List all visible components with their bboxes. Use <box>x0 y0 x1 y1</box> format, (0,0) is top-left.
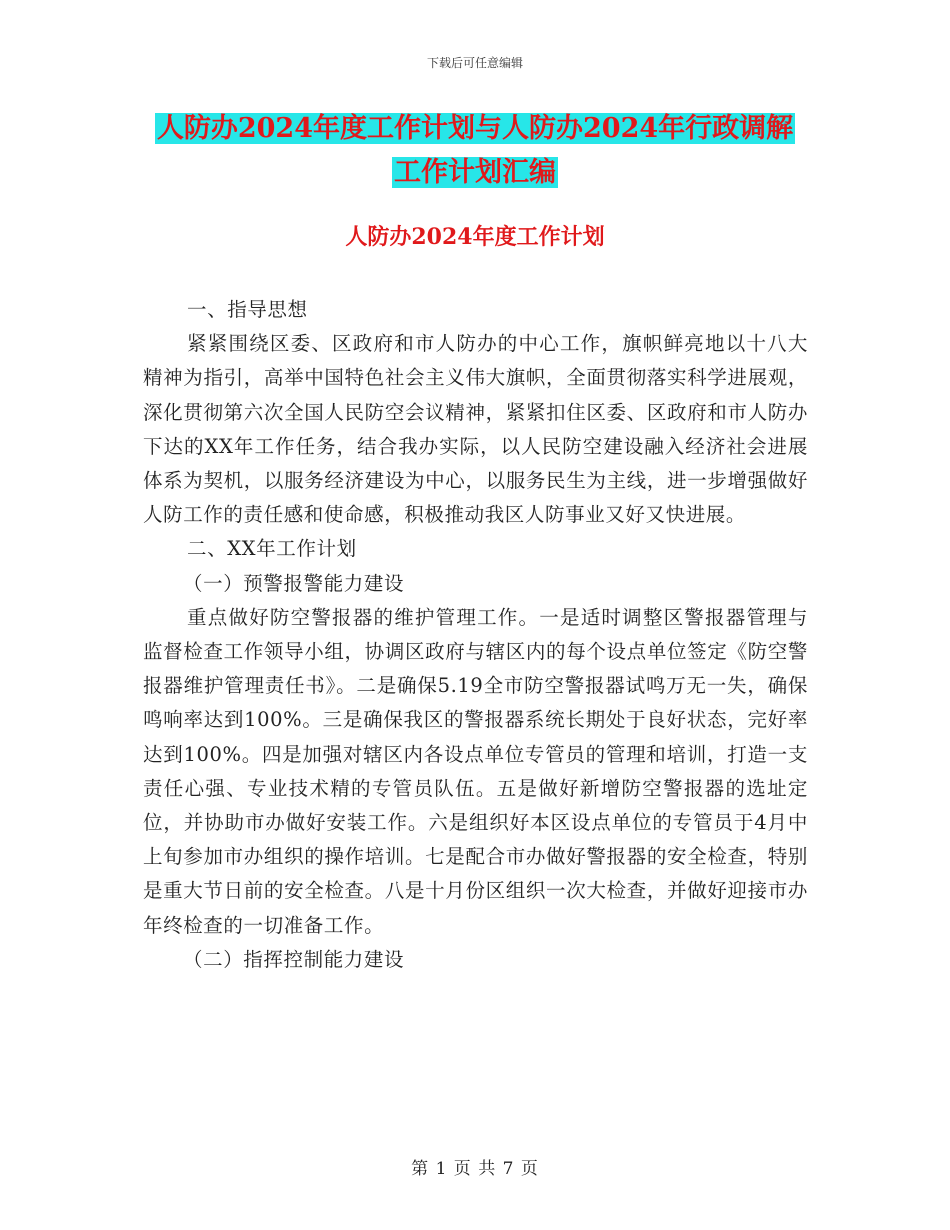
heading-early-warning: （一）预警报警能力建设 <box>183 571 405 595</box>
heading-command-control: （二）指挥控制能力建设 <box>183 947 405 971</box>
document-title-line1: 人防办2024年度工作计划与人防办2024年行政调解 <box>156 113 794 144</box>
paragraph-guiding-thought: 紧紧围绕区委、区政府和市人防办的中心工作，旗帜鲜亮地以十八大精神为指引，高举中国特色社会主义伟大旗帜，全面贯彻落实科学进展观，深化贯彻第六次全国人民防空会议精神，紧紧扣住区委、区政府和市人防办下达的XX年工作任务，结合我办实际，以人民防空建设融入经济社会进展体系为契机，以服务经济建设为中心，以服务民生为主线，进一步增强做好人防工作的责任感和使命感，积极推动我区人防事业又好又快进展。 <box>143 332 808 527</box>
heading-work-plan: 二、XX年工作计划 <box>187 537 357 561</box>
section-title: 人防办2024年度工作计划 <box>345 224 605 250</box>
document-title-line2: 工作计划汇编 <box>394 157 556 188</box>
page-footer: 第 1 页 共 7 页 <box>411 1159 539 1179</box>
paragraph-early-warning: 重点做好防空警报器的维护管理工作。一是适时调整区警报器管理与监督检查工作领导小组，协调区政府与辖区内的每个设点单位签定《防空警报器维护管理责任书》。二是确保5.19全市防空警报器试鸣万无一失，确保鸣响率达到100%。三是确保我区的警报器系统长期处于良好状态，完好率达到100%。四是加强对辖区内各设点单位专管员的管理和培训，打造一支责任心强、专业技术精的专管员队伍。五是做好新增防空警报器的选址定位，并协助市办做好安装工作。六是组织好本区设点单位的专管员于4月中上旬参加市办组织的操作培训。七是配合市办做好警报器的安全检查，特别是重大节日前的安全检查。八是十月份区组织一次大检查，并做好迎接市办年终检查的一切准备工作。 <box>143 605 808 937</box>
page-header-note: 下载后可任意编辑 <box>426 56 523 70</box>
document-body <box>143 293 808 977</box>
heading-guiding-thought: 一、指导思想 <box>187 298 308 321</box>
